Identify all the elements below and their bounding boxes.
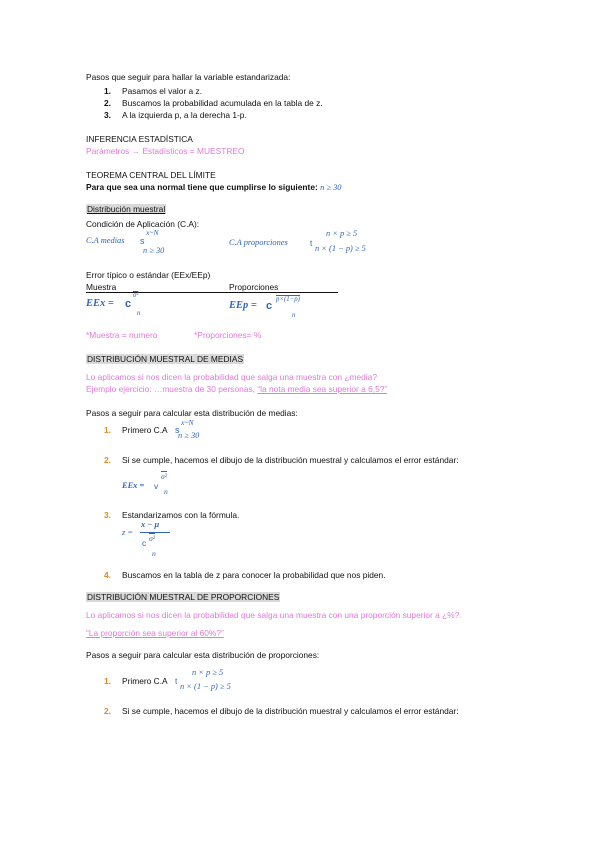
ca-prop-line2: n × (1 − p) ≥ 5: [315, 244, 366, 253]
ee-x-formula: EEx =: [86, 298, 114, 309]
prop-step1-line2: n × (1 − p) ≥ 5: [180, 682, 231, 691]
list-item: [104, 98, 323, 108]
list-text: Si se cumple, hacemos el dibujo de la distribución muestral y calculamos el error estándar:: [122, 706, 459, 716]
list-item: [104, 110, 247, 120]
means-step1-line1: x~N: [181, 418, 194, 427]
list-text: Pasamos el valor a z.: [122, 86, 203, 96]
means-step1-line2: n ≥ 30: [178, 431, 200, 440]
error-label: Error típico o estándar (EEx/EEp): [86, 270, 211, 280]
list-number: 3.: [104, 510, 111, 520]
proportions-steps-title: Pasos a seguir para calcular esta distribución de proporciones:: [86, 650, 320, 660]
means-example-quote: “la nota media sea superior a 6,5?”: [257, 384, 388, 394]
note-muestra: *Muestra = numero: [86, 330, 158, 340]
ee-p-formula: EEp =: [229, 300, 257, 311]
steps-standardize-title: Pasos que seguir para hallar la variable estandarizada:: [86, 72, 291, 82]
list-number: 4.: [104, 570, 111, 580]
ee-p-den: n: [292, 312, 296, 319]
list-number: 1.: [104, 425, 111, 435]
list-item: [104, 570, 386, 580]
ca-medias-line2: n ≥ 30: [143, 246, 165, 255]
list-text: Si se cumple, hacemos el dibujo de la distribución muestral y calculamos el error estándar:: [122, 455, 459, 465]
col-proporciones: Proporciones: [229, 282, 279, 292]
ca-medias-line1: x~N: [146, 228, 159, 237]
list-item: [104, 510, 239, 520]
z-den-top: σ²: [149, 534, 156, 543]
section-heading-proportions: DISTRIBUCIÓN MUESTRAL DE PROPORCIONES: [87, 592, 280, 602]
prop-step1-line1: n × p ≥ 5: [192, 668, 224, 677]
brace-icon: s: [175, 425, 180, 435]
list-number: 2.: [104, 98, 111, 108]
brace-icon: t: [175, 676, 178, 686]
means-ee-num: σ²: [161, 472, 168, 481]
section-heading-sampling: Distribución muestral: [87, 204, 166, 214]
sqrt-icon: c: [266, 300, 273, 312]
list-item: [104, 676, 168, 686]
list-text: A la izquierda p, a la derecha 1-p.: [122, 110, 247, 120]
list-text: Primero C.A: [122, 425, 168, 435]
ca-medias-label: C.A medias: [86, 236, 125, 245]
ca-prop-label: C.A proporciones: [229, 238, 288, 247]
ca-prop-line1: n × p ≥ 5: [326, 229, 358, 238]
list-item: [104, 86, 202, 96]
means-ee-formula: EEx =: [122, 481, 145, 490]
sqrt-icon: c: [142, 538, 147, 548]
list-number: 1.: [104, 86, 111, 96]
list-item: [104, 706, 459, 716]
tcl-text: Para que sea una normal tiene que cumplirse lo siguiente: n ≥ 30: [86, 182, 342, 192]
means-example: Ejemplo ejercicio: …muestra de 30 personas, “la nota media sea superior a 6,5?”: [86, 384, 388, 394]
list-number: 2.: [104, 455, 111, 465]
inference-subtitle: Parámetros → Estadísticos = MUESTREO: [86, 146, 245, 156]
inference-title: INFERENCIA ESTADÍSTICA: [86, 134, 193, 144]
tcl-title: TEOREMA CENTRAL DEL LÍMITE: [86, 170, 216, 180]
tcl-condition: n ≥ 30: [320, 183, 342, 192]
list-text: Primero C.A: [122, 676, 168, 686]
means-ee-den: n: [164, 487, 168, 496]
means-steps-title: Pasos a seguir para calcular esta distribución de medias:: [86, 408, 298, 418]
list-number: 2.: [104, 706, 111, 716]
z-lhs: z =: [122, 528, 134, 537]
list-text: Estandarizamos con la fórmula.: [122, 510, 240, 520]
fraction-bar: [140, 532, 170, 533]
list-item: [104, 455, 459, 465]
ca-label: Condición de Aplicación (C.A):: [86, 219, 200, 229]
note-proporciones: *Proporciones= %: [194, 330, 262, 340]
list-number: 3.: [104, 110, 111, 120]
sqrt-icon: c: [125, 298, 132, 310]
list-number: 1.: [104, 676, 111, 686]
ee-p-num: p×(1−p): [276, 296, 300, 303]
ee-x-den: n: [137, 310, 141, 317]
z-num: x − μ: [141, 520, 160, 529]
table-divider: [86, 292, 338, 293]
list-item: [104, 425, 168, 435]
proportions-intro: Lo aplicamos si nos dicen la probabilidad que salga una muestra con una proporción superior a ¿%?.: [86, 610, 462, 620]
proportions-quote: “La proporción sea superior al 60%?”: [86, 628, 224, 638]
brace-icon: s: [140, 236, 145, 246]
col-muestra: Muestra: [86, 282, 117, 292]
list-text: Buscamos en la tabla de z para conocer la probabilidad que nos piden.: [122, 570, 386, 580]
z-den-bot: n: [152, 549, 156, 558]
list-text: Buscamos la probabilidad acumulada en la tabla de z.: [122, 98, 323, 108]
ee-x-num: σ²: [133, 292, 139, 299]
brace-icon: t: [310, 238, 313, 248]
sqrt-icon: v: [154, 481, 159, 491]
section-heading-means: DISTRIBUCIÓN MUESTRAL DE MEDIAS: [87, 354, 244, 364]
means-intro: Lo aplicamos si nos dicen la probabilidad que salga una muestra con ¿media?: [86, 372, 377, 382]
